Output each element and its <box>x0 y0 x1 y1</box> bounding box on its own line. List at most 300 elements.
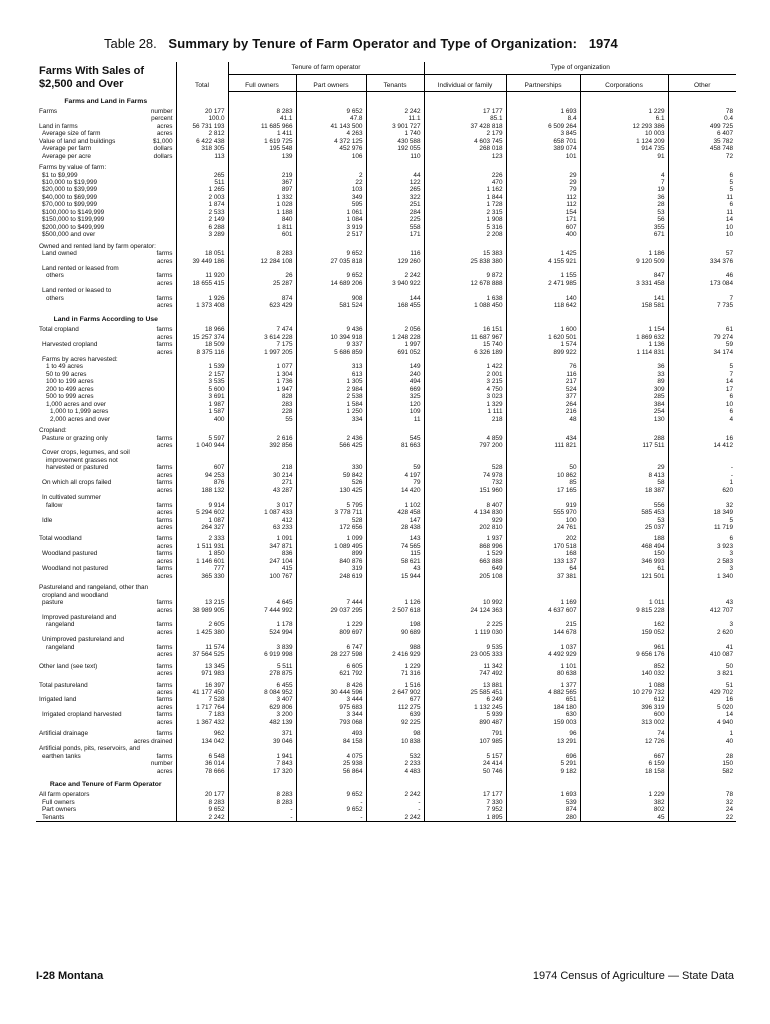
table-cell: 371 <box>228 730 296 737</box>
row-label <box>36 435 176 442</box>
table-body <box>36 92 736 822</box>
empty-cell <box>424 310 506 326</box>
table-cell: 9 337 <box>296 341 366 348</box>
table-cell: 962 <box>176 730 228 737</box>
table-cell: 6 605 <box>296 663 366 670</box>
table-cell: 1 248 228 <box>366 334 424 341</box>
table-cell: 37 428 818 <box>424 123 506 130</box>
table-cell: 15 944 <box>366 573 424 580</box>
table-cell: 10 279 732 <box>580 689 668 696</box>
section-header-row <box>36 310 736 326</box>
row-label-text: Harvested cropland <box>42 341 98 349</box>
table-cell: 47.8 <box>296 115 366 122</box>
table-cell: 202 810 <box>424 524 506 531</box>
table-cell: 61 <box>580 565 668 572</box>
table-cell: 216 <box>506 408 580 415</box>
table-cell: 4 645 <box>228 599 296 606</box>
table-row <box>36 502 736 509</box>
table-cell: 28 <box>580 201 668 208</box>
row-label-text: On which all crops failed <box>42 479 112 487</box>
table-row <box>36 416 736 423</box>
row-unit: acres drained <box>133 737 173 745</box>
table-cell: 1 304 <box>228 371 296 378</box>
table-cell <box>668 745 736 752</box>
table-row <box>36 704 736 711</box>
row-label <box>36 457 176 464</box>
table-cell: 3 444 <box>296 696 366 703</box>
table-cell: 914 735 <box>580 145 668 152</box>
table-cell: 90 689 <box>366 629 424 636</box>
table-cell: 613 <box>296 371 366 378</box>
table-cell: 5 795 <box>296 502 366 509</box>
row-label <box>36 651 176 658</box>
table-cell: 6 422 438 <box>176 138 228 145</box>
table-cell: 25 287 <box>228 280 296 287</box>
table-cell <box>176 494 228 501</box>
table-cell: 16 397 <box>176 682 228 689</box>
row-label <box>36 565 176 572</box>
table-cell <box>668 243 736 250</box>
table-cell: 280 <box>506 814 580 822</box>
table-cell: 10 <box>668 231 736 238</box>
col-header-total: Total <box>176 62 228 92</box>
table-cell: 367 <box>228 179 296 186</box>
table-cell: 40 <box>668 738 736 745</box>
table-cell <box>176 356 228 363</box>
table-cell: 828 <box>228 393 296 400</box>
table-cell <box>668 265 736 272</box>
table-cell: 581 524 <box>296 302 366 309</box>
table-cell: 5 <box>668 517 736 524</box>
table-row <box>36 573 736 580</box>
table-cell: 1 937 <box>424 535 506 542</box>
table-cell: 4 134 830 <box>424 509 506 516</box>
table-cell: 265 <box>176 172 228 179</box>
row-label-text: $500,000 and over <box>42 231 96 239</box>
table-cell: 1 987 <box>176 401 228 408</box>
table-cell: 1 132 245 <box>424 704 506 711</box>
table-cell: 6 <box>668 393 736 400</box>
page-number: I-28 Montana <box>36 970 104 982</box>
table-cell: 3 839 <box>228 644 296 651</box>
table-cell: 1 162 <box>424 186 506 193</box>
table-cell: 639 <box>366 711 424 718</box>
table-row <box>36 108 736 115</box>
table-cell: - <box>296 814 366 822</box>
table-row <box>36 356 736 363</box>
table-cell: 118 642 <box>506 302 580 309</box>
table-cell: 4 <box>580 172 668 179</box>
table-cell: 56 731 193 <box>176 123 228 130</box>
summary-table <box>36 62 736 822</box>
table-cell: 2 225 <box>424 621 506 628</box>
row-label-text: improvement grasses not <box>46 456 118 464</box>
table-cell: 283 <box>228 401 296 408</box>
table-cell: 30 214 <box>228 472 296 479</box>
row-label <box>36 265 176 272</box>
table-cell: 1 111 <box>424 408 506 415</box>
table-cell <box>580 457 668 464</box>
table-cell: 9 120 509 <box>580 258 668 265</box>
table-row <box>36 558 736 565</box>
table-cell: 430 588 <box>366 138 424 145</box>
row-label <box>36 524 176 531</box>
row-label-text: Farms <box>39 107 58 115</box>
table-cell: 8 283 <box>228 250 296 257</box>
table-cell: 6 326 189 <box>424 349 506 356</box>
row-label <box>36 636 176 643</box>
row-label <box>36 517 176 524</box>
row-label <box>36 487 176 494</box>
table-cell: 144 678 <box>506 629 580 636</box>
table-cell: 663 888 <box>424 558 506 565</box>
table-row <box>36 179 736 186</box>
table-cell: 621 792 <box>296 670 366 677</box>
table-cell: 2 507 618 <box>366 607 424 614</box>
table-cell: 347 871 <box>228 543 296 550</box>
table-row <box>36 457 736 464</box>
row-label <box>36 194 176 201</box>
table-cell: 91 <box>580 153 668 160</box>
table-cell <box>580 745 668 752</box>
table-cell: 20 177 <box>176 108 228 115</box>
table-cell: 23 005 333 <box>424 651 506 658</box>
table-row <box>36 644 736 651</box>
table-cell: 410 087 <box>668 651 736 658</box>
table-cell <box>296 457 366 464</box>
row-label <box>36 760 176 767</box>
table-cell: 2 647 902 <box>366 689 424 696</box>
row-unit: acres <box>156 557 173 565</box>
table-row <box>36 393 736 400</box>
table-cell: 18 158 <box>580 768 668 775</box>
row-label-text: Unimproved pastureland and <box>42 636 125 644</box>
table-cell: 195 548 <box>228 145 296 152</box>
table-cell: 1 874 <box>176 201 228 208</box>
table-cell: 3 <box>668 621 736 628</box>
empty-cell <box>580 775 668 791</box>
table-cell: 8.4 <box>506 115 580 122</box>
table-cell: 3 215 <box>424 378 506 385</box>
table-cell: 140 032 <box>580 670 668 677</box>
table-cell: 37 381 <box>506 573 580 580</box>
row-label-text: 1,000 acres and over <box>46 400 107 408</box>
row-label <box>36 258 176 265</box>
row-unit: acres <box>156 606 173 614</box>
table-cell: 25 037 <box>580 524 668 531</box>
table-row <box>36 472 736 479</box>
table-cell: 85 <box>506 479 580 486</box>
row-label-text: Total cropland <box>39 326 79 334</box>
table-cell: 2 984 <box>296 386 366 393</box>
table-row <box>36 265 736 272</box>
empty-cell <box>668 92 736 108</box>
table-cell: 3 923 <box>668 543 736 550</box>
table-cell: 188 <box>580 535 668 542</box>
table-cell: 556 <box>580 502 668 509</box>
table-year: 1974 <box>588 36 618 51</box>
table-cell: 7 952 <box>424 806 506 813</box>
table-cell: 612 <box>580 696 668 703</box>
row-unit: farms <box>156 696 173 704</box>
table-cell: - <box>296 799 366 806</box>
table-cell <box>506 584 580 591</box>
table-cell: 15 740 <box>424 341 506 348</box>
table-cell: 585 453 <box>580 509 668 516</box>
table-row <box>36 231 736 238</box>
empty-cell <box>296 775 366 791</box>
table-cell: 400 <box>176 416 228 423</box>
table-cell: 170 518 <box>506 543 580 550</box>
table-cell <box>228 243 296 250</box>
table-cell <box>424 243 506 250</box>
table-cell: 168 455 <box>366 302 424 309</box>
table-cell: 8 283 <box>228 791 296 798</box>
row-label <box>36 216 176 223</box>
table-row <box>36 791 736 798</box>
table-cell: 11 <box>668 194 736 201</box>
table-cell: 9 652 <box>296 791 366 798</box>
row-label <box>36 341 176 348</box>
row-label-text: Cover crops, legumes, and soil <box>42 449 130 457</box>
row-label-text: $200,000 to $499,999 <box>42 223 105 231</box>
row-unit: acres <box>156 486 173 494</box>
table-row <box>36 371 736 378</box>
table-cell <box>228 592 296 599</box>
table-cell <box>296 427 366 434</box>
table-cell: 41 <box>668 644 736 651</box>
row-label-text: Farms by value of farm: <box>39 164 107 172</box>
row-label <box>36 179 176 186</box>
table-cell <box>424 457 506 464</box>
table-cell <box>176 449 228 456</box>
table-cell: 123 <box>424 153 506 160</box>
table-cell <box>366 243 424 250</box>
table-cell: 100 <box>506 517 580 524</box>
row-label <box>36 682 176 689</box>
row-label-text: fallow <box>46 501 63 509</box>
row-unit: farms <box>156 341 173 349</box>
table-row <box>36 216 736 223</box>
table-heading: Summary by Tenure of Farm Operator and Type of Organization: <box>168 36 578 51</box>
row-label <box>36 295 176 302</box>
table-cell: 8 426 <box>296 682 366 689</box>
table-cell: 2 533 <box>176 209 228 216</box>
table-cell: 43 <box>366 565 424 572</box>
table-cell <box>228 494 296 501</box>
table-row <box>36 636 736 643</box>
table-row <box>36 401 736 408</box>
table-cell: 4 882 565 <box>506 689 580 696</box>
row-label-text: $70,000 to $99,999 <box>42 201 98 209</box>
table-cell: 16 151 <box>424 326 506 333</box>
table-row <box>36 115 736 122</box>
table-cell: 3 821 <box>668 670 736 677</box>
table-cell: 899 922 <box>506 349 580 356</box>
table-cell: 2 242 <box>366 272 424 279</box>
table-cell: 313 <box>296 363 366 370</box>
table-row <box>36 607 736 614</box>
row-label-text: Woodland not pastured <box>42 565 108 573</box>
row-unit: acres <box>156 651 173 659</box>
table-cell: 8 375 116 <box>176 349 228 356</box>
table-cell <box>228 449 296 456</box>
table-cell <box>176 287 228 294</box>
table-cell: 1 265 <box>176 186 228 193</box>
table-cell: 1 101 <box>506 663 580 670</box>
table-row <box>36 753 736 760</box>
table-cell: 6 <box>668 535 736 542</box>
table-row <box>36 435 736 442</box>
table-cell: 116 <box>506 371 580 378</box>
table-cell: 7 183 <box>176 711 228 718</box>
table-cell: 158 581 <box>580 302 668 309</box>
row-label <box>36 543 176 550</box>
table-cell: 1 895 <box>424 814 506 822</box>
table-cell: 226 <box>424 172 506 179</box>
table-cell: 1 124 209 <box>580 138 668 145</box>
row-label <box>36 689 176 696</box>
table-cell: 129 260 <box>366 258 424 265</box>
table-cell: 18 509 <box>176 341 228 348</box>
table-row <box>36 760 736 767</box>
row-unit: $1,000 <box>152 137 173 145</box>
col-header-individual: Individual or family <box>424 75 506 92</box>
table-cell: 15 383 <box>424 250 506 257</box>
row-unit: farms <box>156 434 173 442</box>
row-label-text: others <box>46 272 64 280</box>
table-cell: 1 638 <box>424 295 506 302</box>
table-cell: 11 685 966 <box>228 123 296 130</box>
table-cell <box>228 745 296 752</box>
table-cell: 44 <box>366 172 424 179</box>
table-row <box>36 682 736 689</box>
row-label <box>36 224 176 231</box>
section-header-row <box>36 92 736 108</box>
table-cell: 1 377 <box>506 682 580 689</box>
row-label <box>36 356 176 363</box>
table-cell <box>228 356 296 363</box>
table-cell <box>580 265 668 272</box>
row-label <box>36 464 176 471</box>
row-label-text: Average per acre <box>42 152 91 160</box>
table-cell: 271 <box>228 479 296 486</box>
table-cell <box>296 243 366 250</box>
table-cell: 46 <box>668 272 736 279</box>
section-title: Farms and Land in Farms <box>64 97 148 105</box>
row-label-text: 1 to 49 acres <box>46 363 83 371</box>
row-label-text: $100,000 to $149,999 <box>42 208 105 216</box>
table-cell: 325 <box>366 393 424 400</box>
table-cell <box>668 287 736 294</box>
table-cell: 5 939 <box>424 711 506 718</box>
table-cell: 908 <box>296 295 366 302</box>
table-cell <box>176 243 228 250</box>
table-cell: 39 046 <box>228 738 296 745</box>
table-cell: 524 994 <box>228 629 296 636</box>
table-cell <box>228 265 296 272</box>
table-cell: 32 <box>668 799 736 806</box>
table-cell: 192 055 <box>366 145 424 152</box>
table-cell: 150 <box>668 760 736 767</box>
table-row <box>36 224 736 231</box>
table-row <box>36 408 736 415</box>
table-cell: 868 996 <box>424 543 506 550</box>
table-cell <box>296 449 366 456</box>
table-cell: 528 <box>424 464 506 471</box>
section-title: Race and Tenure of Farm Operator <box>49 781 162 789</box>
table-cell: 412 707 <box>668 607 736 614</box>
table-cell: 22 <box>668 814 736 822</box>
table-cell: 150 <box>580 550 668 557</box>
table-cell: 582 <box>668 768 736 775</box>
table-cell: 36 014 <box>176 760 228 767</box>
row-label <box>36 349 176 356</box>
row-unit: farms <box>156 621 173 629</box>
table-cell: 630 <box>506 711 580 718</box>
table-cell: 219 <box>228 172 296 179</box>
table-cell: 11.1 <box>366 115 424 122</box>
table-cell <box>424 745 506 752</box>
table-cell: 1 136 <box>580 341 668 348</box>
table-cell: 74 565 <box>366 543 424 550</box>
table-cell <box>176 614 228 621</box>
table-cell: 691 052 <box>366 349 424 356</box>
table-cell: 15 257 374 <box>176 334 228 341</box>
table-cell: 1 178 <box>228 621 296 628</box>
table-row <box>36 799 736 806</box>
table-cell: 601 <box>228 231 296 238</box>
table-cell <box>668 584 736 591</box>
table-row <box>36 186 736 193</box>
table-cell: 63 233 <box>228 524 296 531</box>
table-cell: 147 <box>366 517 424 524</box>
row-label-text: Cropland: <box>39 427 67 435</box>
row-unit: acres <box>156 122 173 130</box>
row-label <box>36 427 176 434</box>
table-cell: 61 <box>668 326 736 333</box>
row-label <box>36 172 176 179</box>
table-cell: 1 693 <box>506 791 580 798</box>
table-cell: 2 471 985 <box>506 280 580 287</box>
row-label-text: Artificial ponds, pits, reservoirs, and <box>39 745 140 753</box>
table-cell: 9 652 <box>296 806 366 813</box>
table-cell: 11 <box>366 416 424 423</box>
table-cell: 1 102 <box>366 502 424 509</box>
table-cell: 172 656 <box>296 524 366 531</box>
table-cell <box>506 449 580 456</box>
table-cell <box>366 584 424 591</box>
table-row <box>36 584 736 591</box>
table-cell <box>506 745 580 752</box>
table-row <box>36 209 736 216</box>
row-unit: acres <box>156 523 173 531</box>
table-cell: 101 <box>506 153 580 160</box>
table-cell: 1 <box>668 730 736 737</box>
table-cell: 278 875 <box>228 670 296 677</box>
table-cell: 5 <box>668 186 736 193</box>
table-cell <box>424 614 506 621</box>
table-row <box>36 565 736 572</box>
table-cell: 919 <box>506 502 580 509</box>
table-cell: 103 <box>296 186 366 193</box>
row-label-text: others <box>46 294 64 302</box>
table-row <box>36 543 736 550</box>
empty-cell <box>366 310 424 326</box>
table-cell: 5 020 <box>668 704 736 711</box>
row-label <box>36 814 176 822</box>
empty-cell <box>580 92 668 108</box>
